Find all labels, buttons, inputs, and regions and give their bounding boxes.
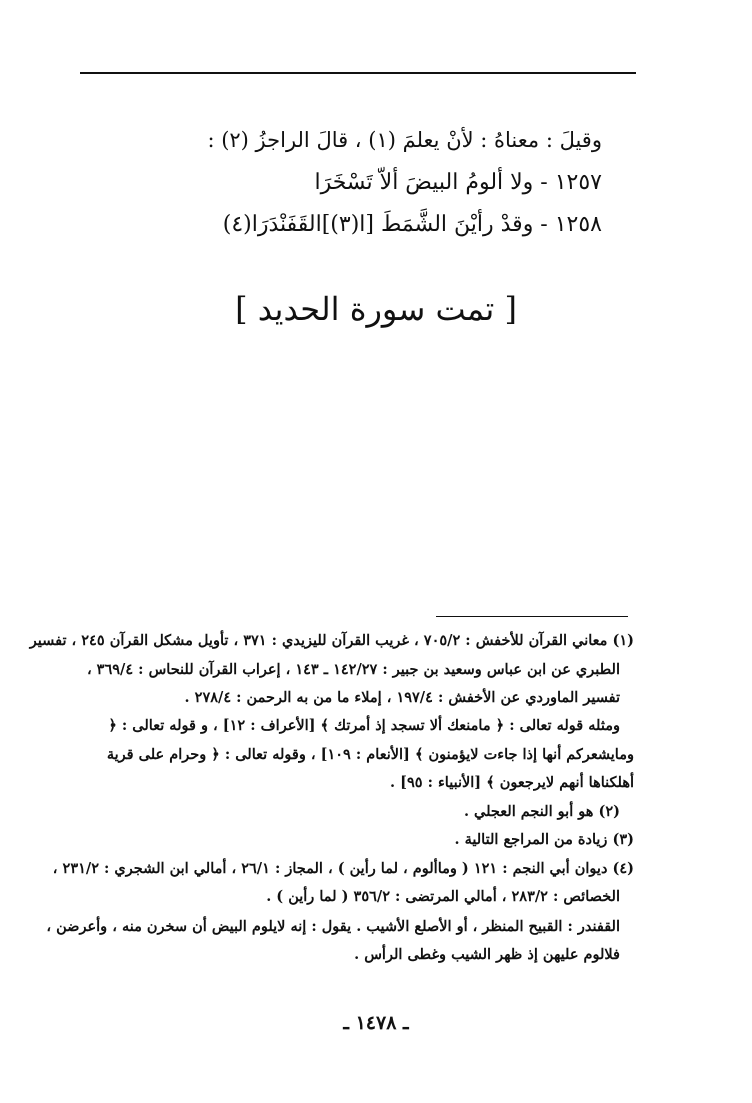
- sura-end-heading: [ تمت سورة الحديد ]: [235, 290, 517, 328]
- page-number: ـ ١٤٧٨ ـ: [343, 1012, 409, 1034]
- footnote-line: الطبري عن ابن عباس وسعيد بن جبير : ١٤٢/٢٧ ـ ١٤٣ ، إعراب القرآن للنحاس : ٣٦٩/٤ ،: [86, 661, 620, 678]
- footnote-rule: [436, 616, 628, 617]
- footnote-line: (١) معاني القرآن للأخفش : ٧٠٥/٢ ، غريب القرآن لليزيدي : ٣٧١ ، تأويل مشكل القرآن ٢٤٥ ، تفسير: [29, 632, 634, 649]
- intro-line: وقيلَ : معناهُ : لأنْ يعلمَ (١) ، قالَ الراجزُ (٢) :: [207, 128, 602, 152]
- footnote-line: تفسير الماوردي عن الأخفش : ١٩٧/٤ ، إملاء ما من به الرحمن : ٢٧٨/٤ .: [184, 689, 620, 706]
- footnote-line: ومثله قوله تعالى : ﴿ مامنعك ألا تسجد إذ أمرتك ﴾ [الأعراف : ١٢] ، و قوله تعالى : ﴿: [108, 717, 620, 734]
- footnote-line: (٣) زيادة من المراجع التالية .: [454, 831, 634, 848]
- footnote-line: القفندر : القبيح المنظر ، أو الأصلع الأشيب . يقول : إنه لايلوم البيض أن سخرن منه ، وأعرضن ،: [46, 918, 620, 935]
- footnote-line: فلالوم عليهن إذ ظهر الشيب وغطى الرأس .: [354, 946, 620, 963]
- verse-1257: ١٢٥٧ - ولا ألومُ البيضَ ألاّ تَسْخَرَا: [314, 170, 602, 195]
- footnote-line: ومايشعركم أنها إذا جاءت لايؤمنون ﴾ [الأنعام : ١٠٩] ، وقوله تعالى : ﴿ وحرام على قرية: [106, 746, 634, 763]
- footnote-line: أهلكناها أنهم لايرجعون ﴾ [الأنبياء : ٩٥] .: [389, 774, 634, 791]
- footnote-line: (٤) ديوان أبي النجم : ١٢١ ( وماألوم ، لما رأين ) ، المجاز : ٢٦/١ ، أمالي ابن الشجري : ٢٣١/٢ ،: [52, 860, 634, 877]
- footnote-line: (٢) هو أبو النجم العجلي .: [463, 803, 620, 820]
- verse-1258: ١٢٥٨ - وقدْ رأيْنَ الشَّمَطَ [ا(٣)]القَفَنْدَرَا(٤): [222, 212, 602, 237]
- header-rule: [80, 72, 636, 74]
- footnote-line: الخصائص : ٢٨٣/٢ ، أمالي المرتضى : ٣٥٦/٢ ( لما رأين ) .: [266, 888, 620, 905]
